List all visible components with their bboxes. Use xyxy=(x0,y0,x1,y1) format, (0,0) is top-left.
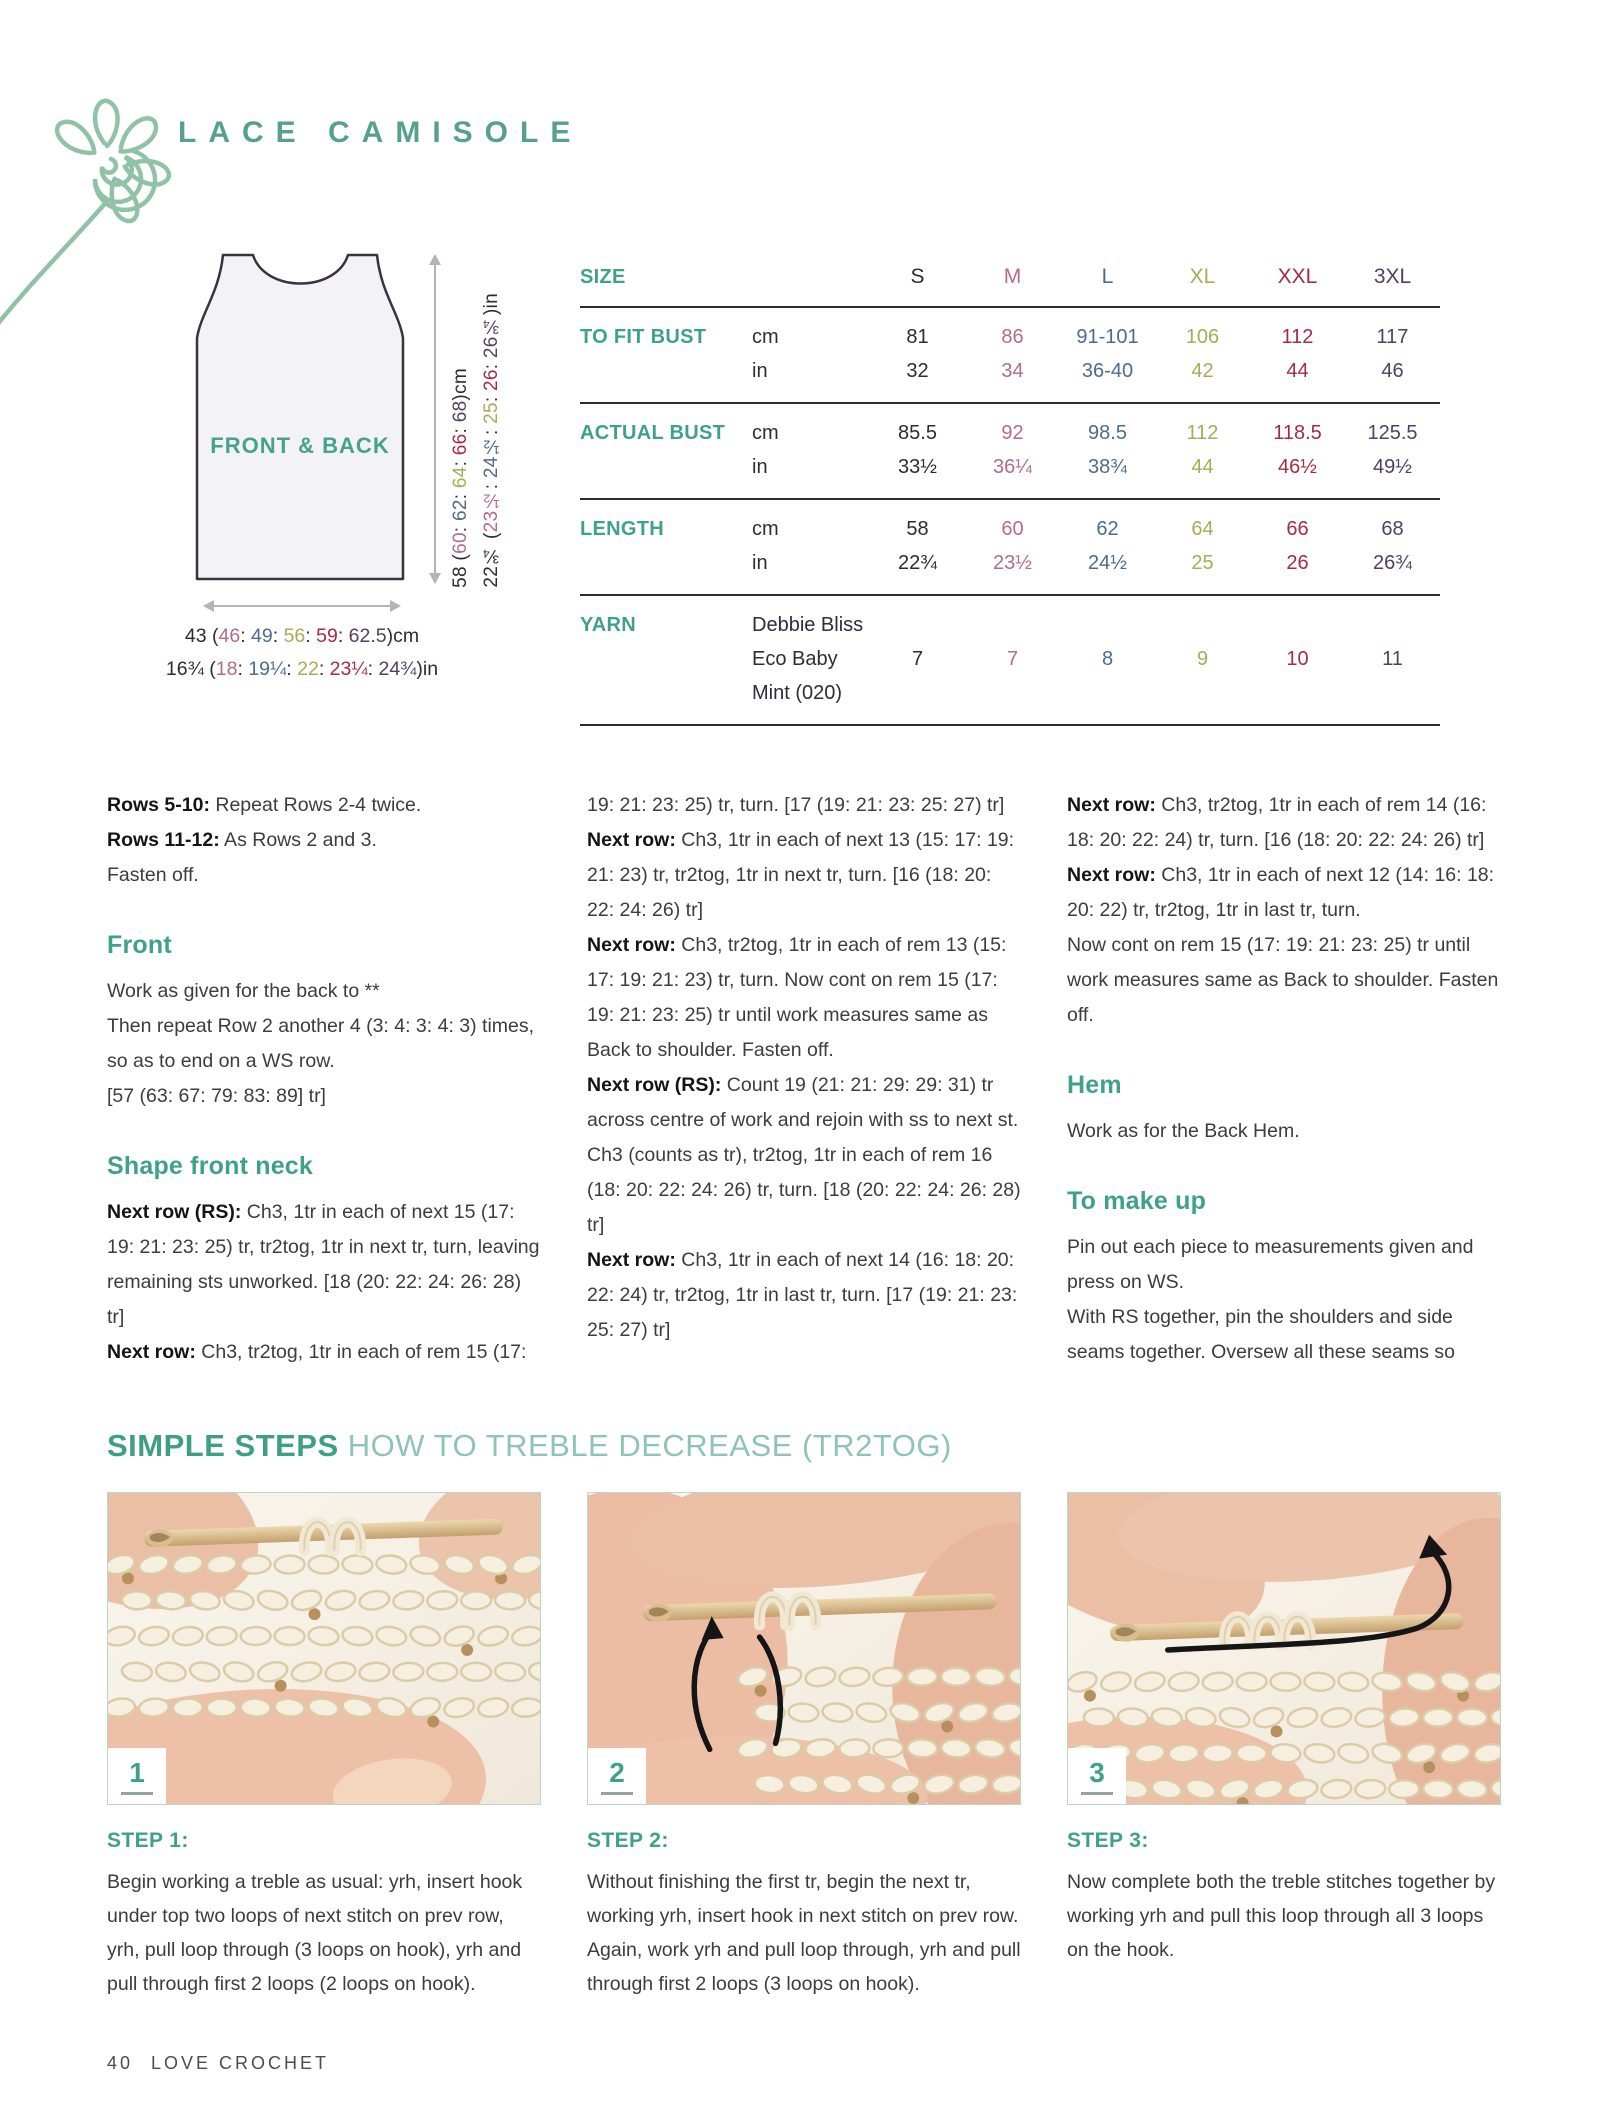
measurement-segment: 60 xyxy=(450,532,471,555)
step-photo-illustration xyxy=(588,1493,1020,1804)
size-table-value: 68 xyxy=(1381,518,1404,540)
measurement-segment: 68 xyxy=(450,400,471,423)
pattern-paragraph: [57 (63: 67: 79: 83: 89] tr] xyxy=(107,1085,326,1107)
measurement-segment: ( xyxy=(450,554,471,561)
step-2-photo xyxy=(587,1492,1021,1805)
size-table-row xyxy=(580,512,1440,546)
step-number: 3 xyxy=(1081,1757,1113,1795)
size-table-unit: in xyxy=(752,456,768,478)
size-table-value: 36¼ xyxy=(993,456,1032,478)
pattern-row-label: Next row: xyxy=(1067,794,1156,816)
pattern-paragraph: Pin out each piece to measurements given and press on WS. xyxy=(1067,1236,1474,1293)
measurement-segment: ( xyxy=(211,625,219,647)
measurement-segment: 59 xyxy=(316,625,338,647)
page-footer xyxy=(107,2053,1501,2114)
measurement-segment: 22 xyxy=(297,658,319,680)
size-column-header: M xyxy=(1003,265,1022,288)
measurement-segment: : xyxy=(337,625,349,647)
height-arrow xyxy=(434,258,436,580)
width-cm xyxy=(87,620,517,653)
pattern-paragraph: Next row (RS): Count 19 (21: 21: 29: 29: 31) tr across centre of work and rejoin with ss to next st. Ch3 (counts as tr), tr2tog, 1tr in each of rem 16 (18: 20: 22: 24: 26) tr, turn. [18 (20: 22: 24: 26: 28) tr] xyxy=(587,1074,1021,1236)
page-content xyxy=(107,0,1501,2114)
size-table-value: 36-40 xyxy=(1081,360,1134,382)
measurement-segment: 23¼ xyxy=(329,658,368,680)
pattern-paragraph: Work as for the Back Hem. xyxy=(1067,1120,1300,1142)
measurement-segment: 62 xyxy=(450,499,471,522)
measurement-segment: : xyxy=(286,658,298,680)
measurement-segment: 66 xyxy=(450,433,471,456)
size-table-row-label: TO FIT BUST xyxy=(580,326,707,348)
size-table-value: 117 xyxy=(1376,326,1409,348)
size-table-value: 24½ xyxy=(1088,552,1127,574)
pattern-paragraph: Fasten off. xyxy=(107,864,199,886)
size-table-value: 81 xyxy=(906,326,929,348)
step-3-label: STEP 3: xyxy=(1067,1829,1149,1852)
measurement-segment: )cm xyxy=(386,625,420,647)
garment-label: FRONT & BACK xyxy=(210,433,390,458)
size-table-row xyxy=(580,676,1440,710)
measurement-segment: 24½ xyxy=(481,435,502,479)
size-table-unit: in xyxy=(752,552,768,574)
pattern-row-label: Next row: xyxy=(1067,864,1156,886)
step-2 xyxy=(587,1492,1021,2001)
step-1-text: Begin working a treble as usual: yrh, insert hook under top two loops of next stitch on prev row, yrh, pull loop through (3 loops on hook), yrh and pull through first 2 loops (2 loops on hook). xyxy=(107,1871,523,1995)
measurement-segment: : xyxy=(367,658,379,680)
size-table-value: 38¾ xyxy=(1088,456,1127,478)
pattern-paragraph: Work as given for the back to ** xyxy=(107,980,380,1002)
pattern-section-heading: Shape front neck xyxy=(107,1152,314,1180)
pattern-row-label: Rows 11-12: xyxy=(107,829,220,851)
measurement-segment: 23½ xyxy=(481,489,502,533)
measurement-segment: 46 xyxy=(218,625,241,647)
step-3-photo xyxy=(1067,1492,1501,1805)
measurement-segment: : xyxy=(450,422,471,434)
pattern-paragraph: Now cont on rem 15 (17: 19: 21: 23: 25) tr until work measures same as Back to shoulder. Fasten off. xyxy=(1067,934,1499,1026)
magazine-name: LOVE CROCHET xyxy=(151,2053,330,2073)
size-table-value: 92 xyxy=(1001,422,1024,444)
size-table-unit: Mint (020) xyxy=(752,682,843,704)
pattern-paragraph: Next row: Ch3, 1tr in each of next 13 (15: 17: 19: 21: 23) tr, tr2tog, 1tr in next tr, turn. [16 (18: 20: 22: 24: 26) tr] xyxy=(587,829,1015,921)
measurement-segment: : xyxy=(450,521,471,533)
size-column-header: XXL xyxy=(1277,265,1318,288)
measurement-segment: 64 xyxy=(450,466,471,489)
size-table-value: 118.5 xyxy=(1273,422,1322,444)
size-column-header: S xyxy=(910,265,925,288)
page-title: LACE CAMISOLE xyxy=(178,116,583,149)
pattern-row-label: Next row: xyxy=(587,1249,676,1271)
pattern-paragraph: Rows 11-12: As Rows 2 and 3. xyxy=(107,829,377,851)
measurement-segment: : xyxy=(450,455,471,467)
measurement-segment: : xyxy=(237,658,249,680)
size-table-row-label: ACTUAL BUST xyxy=(580,422,726,444)
size-table-title: SIZE xyxy=(580,266,626,288)
measurement-segment: 43 xyxy=(184,625,212,647)
step-2-label: STEP 2: xyxy=(587,1829,669,1852)
size-table-row xyxy=(580,642,1440,676)
step-number: 1 xyxy=(121,1757,153,1795)
size-table-row xyxy=(580,546,1440,580)
measurement-segment: : xyxy=(240,625,252,647)
measurement-segment: 24¾ xyxy=(378,658,417,680)
pattern-paragraph: Then repeat Row 2 another 4 (3: 4: 3: 4: 3) times, so as to end on a WS row. xyxy=(107,1015,535,1072)
size-table-value: 42 xyxy=(1191,360,1214,382)
measurement-segment: : xyxy=(481,424,502,436)
step-3-text: Now complete both the treble stitches together by working yrh and pull this loop through all 3 loops on the hook. xyxy=(1067,1871,1496,1961)
pattern-paragraph: Next row: Ch3, 1tr in each of next 12 (14: 16: 18: 20: 22) tr, tr2tog, 1tr in last tr, turn. xyxy=(1067,864,1495,921)
size-table-value: 33½ xyxy=(898,456,937,478)
size-table-value: 112 xyxy=(1281,326,1314,348)
size-table-value: 23½ xyxy=(993,552,1032,574)
step-photo-illustration xyxy=(108,1493,540,1804)
pattern-paragraph: Next row: Ch3, tr2tog, 1tr in each of rem 14 (16: 18: 20: 22: 24) tr, turn. [16 (18: 20: 22: 24: 26) tr] xyxy=(1067,794,1487,851)
measurement-segment: : xyxy=(318,658,330,680)
pattern-column-3 xyxy=(1067,788,1501,1370)
size-table xyxy=(580,250,1440,726)
size-table-unit: cm xyxy=(752,422,779,444)
size-table-header-row xyxy=(580,250,1440,308)
size-table-row xyxy=(580,320,1440,354)
size-table-unit: Debbie Bliss xyxy=(752,614,864,636)
garment-outline xyxy=(195,253,405,583)
size-column-header: L xyxy=(1101,265,1114,288)
size-column-header: XL xyxy=(1189,265,1216,288)
simple-steps-subtitle: HOW TO TREBLE DECREASE (TR2TOG) xyxy=(338,1428,952,1463)
size-table-value: 34 xyxy=(1001,360,1024,382)
measurement-segment: : xyxy=(481,358,502,370)
step-number-badge xyxy=(108,1748,166,1804)
size-table-value: 26 xyxy=(1286,552,1309,574)
garment-schematic xyxy=(107,248,580,693)
measurement-segment: : xyxy=(481,478,502,490)
size-table-value: 7 xyxy=(911,648,924,670)
measurement-segment: 25 xyxy=(481,402,502,425)
step-1-photo xyxy=(107,1492,541,1805)
width-in xyxy=(87,653,517,686)
size-table-value: 25 xyxy=(1191,552,1214,574)
size-table-row-label: LENGTH xyxy=(580,518,665,540)
size-table-value: 11 xyxy=(1382,648,1403,670)
size-table-value: 66 xyxy=(1286,518,1309,540)
measurement-segment: 56 xyxy=(283,625,306,647)
pattern-section-heading: Hem xyxy=(1067,1071,1122,1099)
size-table-value: 10 xyxy=(1286,648,1309,670)
pattern-section-heading: Front xyxy=(107,931,172,959)
size-table-unit: Eco Baby xyxy=(752,648,838,670)
measurement-segment: 19¼ xyxy=(248,658,287,680)
size-table-section xyxy=(580,404,1440,500)
step-number-badge xyxy=(588,1748,646,1804)
pattern-paragraph: Next row: Ch3, tr2tog, 1tr in each of rem 15 (17: xyxy=(107,1341,527,1363)
size-table-section xyxy=(580,500,1440,596)
pattern-paragraph: With RS together, pin the shoulders and side seams together. Oversew all these seams so xyxy=(1067,1306,1456,1363)
measurement-segment: 22¾ xyxy=(481,539,502,588)
pattern-column-2 xyxy=(587,788,1021,1370)
measurement-segment: 26 xyxy=(481,369,502,392)
step-photo-illustration xyxy=(1068,1493,1500,1804)
size-table-value: 44 xyxy=(1191,456,1214,478)
pattern-text xyxy=(107,788,1501,1370)
measurement-segment: : xyxy=(272,625,284,647)
size-table-unit: cm xyxy=(752,518,779,540)
size-table-row-label: YARN xyxy=(580,614,637,636)
width-measurements xyxy=(87,620,517,686)
measurement-segment: 16¾ xyxy=(165,658,210,680)
step-1-label: STEP 1: xyxy=(107,1829,189,1852)
measurement-segment: 62.5 xyxy=(348,625,387,647)
measurement-segment: )in xyxy=(481,293,502,316)
height-in xyxy=(481,293,503,588)
size-table-value: 125.5 xyxy=(1367,422,1418,444)
simple-steps-header xyxy=(107,1428,1501,1464)
size-table-value: 26¾ xyxy=(1373,552,1412,574)
measurement-segment: )cm xyxy=(450,368,471,401)
pattern-paragraph: Rows 5-10: Repeat Rows 2-4 twice. xyxy=(107,794,422,816)
step-3 xyxy=(1067,1492,1501,2001)
size-table-value: 46 xyxy=(1381,360,1404,382)
pattern-section-heading: To make up xyxy=(1067,1187,1207,1215)
pattern-row-label: Next row: xyxy=(587,829,676,851)
height-cm xyxy=(450,368,472,588)
simple-steps-grid xyxy=(107,1492,1501,2001)
measurement-segment: : xyxy=(305,625,317,647)
size-table-value: 9 xyxy=(1196,648,1209,670)
size-table-value: 49½ xyxy=(1373,456,1412,478)
step-number: 2 xyxy=(601,1757,633,1795)
size-table-value: 22¾ xyxy=(898,552,937,574)
size-table-value: 60 xyxy=(1001,518,1024,540)
measurement-segment: 58 xyxy=(450,560,471,588)
step-1 xyxy=(107,1492,541,2001)
size-table-value: 44 xyxy=(1286,360,1309,382)
size-table-row xyxy=(580,416,1440,450)
size-table-value: 98.5 xyxy=(1088,422,1127,444)
pattern-row-label: Rows 5-10: xyxy=(107,794,210,816)
size-table-section xyxy=(580,596,1440,726)
size-table-value: 106 xyxy=(1185,326,1220,348)
size-table-value: 46½ xyxy=(1278,456,1317,478)
measurement-segment: 18 xyxy=(215,658,238,680)
page-number: 40 xyxy=(107,2053,134,2073)
measurement-segment: 26¾ xyxy=(481,315,502,359)
pattern-column-1 xyxy=(107,788,541,1370)
size-column-header: 3XL xyxy=(1373,265,1412,288)
pattern-row-label: Next row (RS): xyxy=(587,1074,722,1096)
step-2-text: Without finishing the first tr, begin the next tr, working yrh, insert hook in next stitch on prev row. Again, work yrh and pull loop through, yrh and pull through first 2 loops (3 loops on hook). xyxy=(587,1871,1021,1995)
size-table-value: 58 xyxy=(906,518,929,540)
size-table-section xyxy=(580,308,1440,404)
size-table-value: 85.5 xyxy=(898,422,937,444)
step-number-badge xyxy=(1068,1748,1126,1804)
simple-steps-title: SIMPLE STEPS xyxy=(107,1428,339,1463)
size-table-row xyxy=(580,608,1440,642)
size-table-row xyxy=(580,450,1440,484)
measurement-segment: : xyxy=(450,488,471,500)
size-table-value: 86 xyxy=(1001,326,1024,348)
measurement-segment: : xyxy=(481,391,502,403)
size-table-value: 62 xyxy=(1096,518,1119,540)
size-table-unit: in xyxy=(752,360,768,382)
pattern-paragraph: Next row (RS): Ch3, 1tr in each of next 15 (17: 19: 21: 23: 25) tr, tr2tog, 1tr in next tr, turn, leaving remaining sts unworked. [18 (20: 22: 24: 26: 28) tr] xyxy=(107,1201,540,1328)
size-table-value: 112 xyxy=(1186,422,1219,444)
size-table-row xyxy=(580,354,1440,388)
width-arrow xyxy=(207,605,397,607)
pattern-row-label: Next row: xyxy=(587,934,676,956)
size-table-unit: cm xyxy=(752,326,779,348)
pattern-paragraph: Next row: Ch3, tr2tog, 1tr in each of rem 13 (15: 17: 19: 21: 23) tr, turn. Now cont on rem 15 (17: 19: 21: 23: 25) tr until work measures same as Back to shoulder. Fasten off. xyxy=(587,934,1007,1061)
pattern-paragraph: 19: 21: 23: 25) tr, turn. [17 (19: 21: 23: 25: 27) tr] xyxy=(587,794,1005,816)
flower-stem xyxy=(0,200,108,344)
pattern-row-label: Next row: xyxy=(107,1341,196,1363)
top-section xyxy=(107,248,1501,726)
pattern-row-label: Next row (RS): xyxy=(107,1201,242,1223)
pattern-paragraph: Next row: Ch3, 1tr in each of next 14 (16: 18: 20: 22: 24) tr, tr2tog, 1tr in last tr, turn. [17 (19: 21: 23: 25: 27) tr] xyxy=(587,1249,1018,1341)
measurement-segment: ( xyxy=(209,658,216,680)
size-table-value: 7 xyxy=(1006,648,1019,670)
size-table-value: 32 xyxy=(906,360,929,382)
measurement-segment: ( xyxy=(481,532,502,540)
size-table-value: 8 xyxy=(1101,648,1114,670)
measurement-segment: )in xyxy=(416,658,439,680)
size-table-value: 91-101 xyxy=(1076,326,1139,348)
size-table-value: 64 xyxy=(1191,518,1214,540)
measurement-segment: 49 xyxy=(251,625,273,647)
